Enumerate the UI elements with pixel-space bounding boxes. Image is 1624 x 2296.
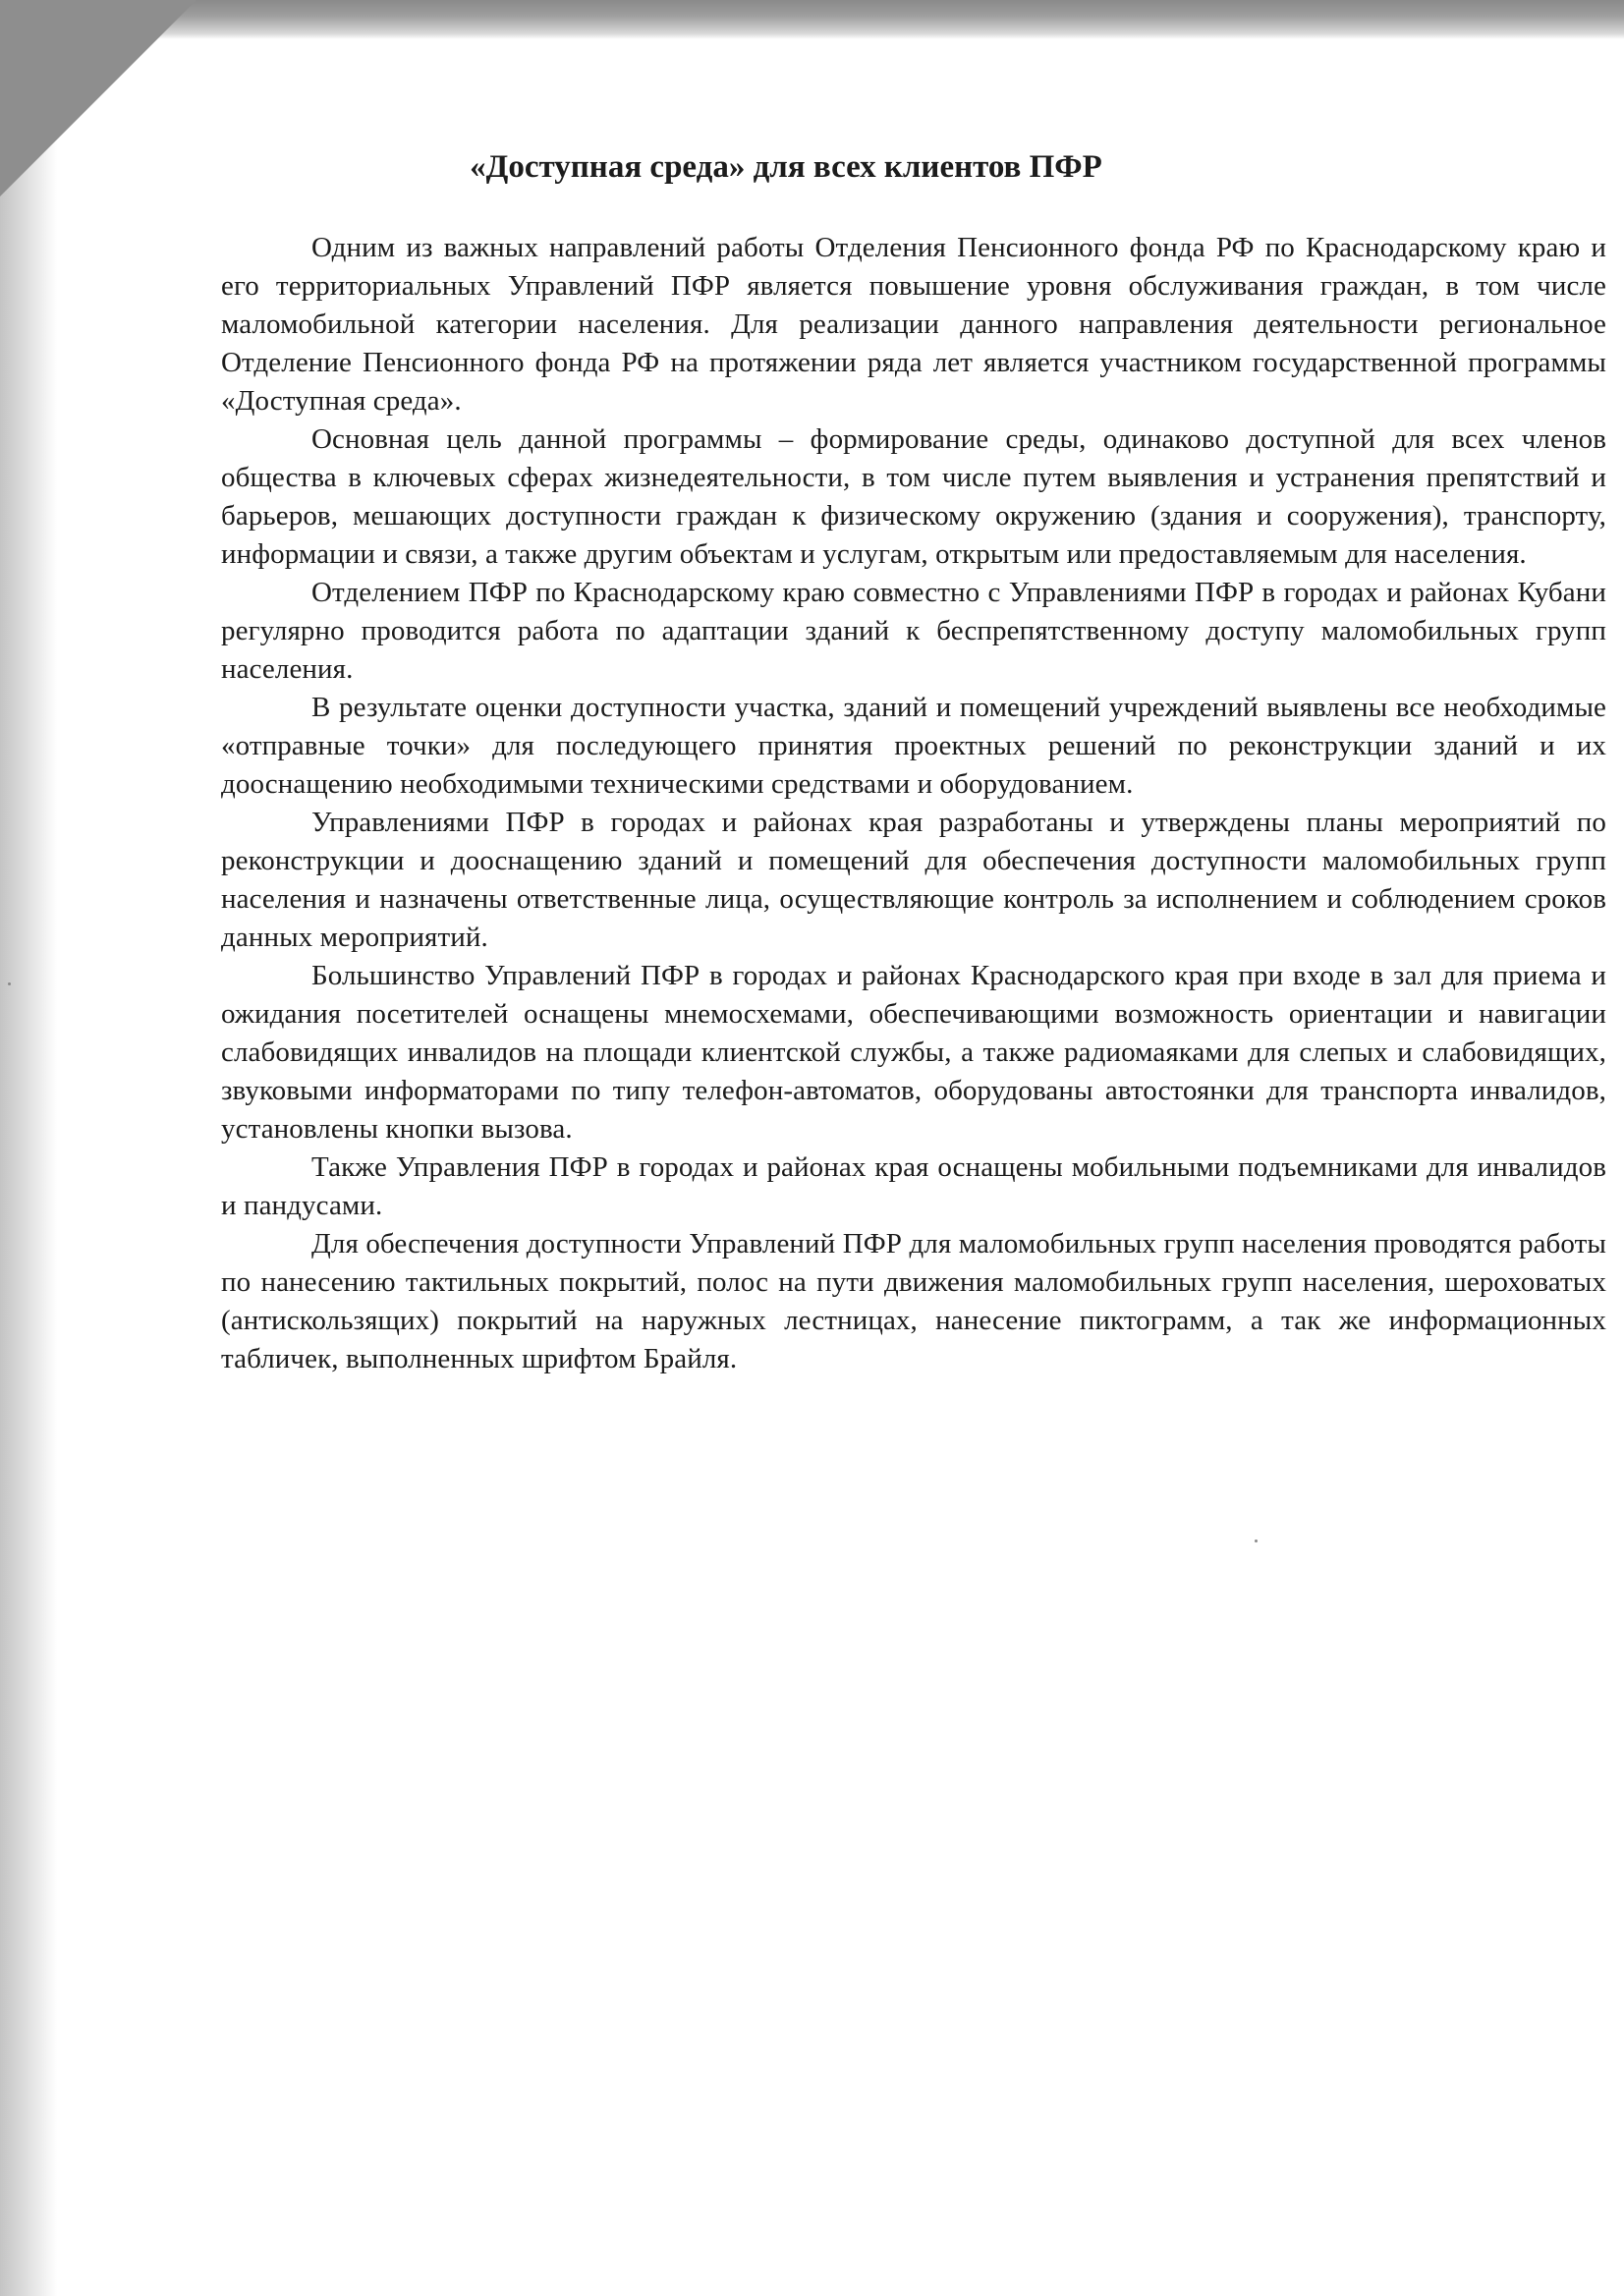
paragraph-3: Отделением ПФР по Краснодарскому краю совместно с Управлениями ПФР в городах и районах Кубани регулярно проводится работа по адаптации зданий к беспрепятственному доступу маломобильных групп населения. [221, 577, 1606, 685]
paragraph-1: Одним из важных направлений работы Отделения Пенсионного фонда РФ по Краснодарскому краю и его территориальных Управлений ПФР является повышение уровня обслуживания граждан, в том числе маломобильной категории населения. Для реализации данного направления деятельности региональное Отделение Пенсионного фонда РФ на протяжении ряда лет является участником государственной программы «Доступная среда». [221, 232, 1606, 417]
paragraph-8: Для обеспечения доступности Управлений ПФР для маломобильных групп населения проводятся работы по нанесению тактильных покрытий, полос на пути движения маломобильных групп населения, шероховатых (антискользящих) покрытий на наружных лестницах, нанесение пиктограмм, а так же информационных табличек, выполненных шрифтом Брайля. [221, 1228, 1606, 1374]
scan-speck [8, 982, 11, 985]
paragraph-4: В результате оценки доступности участка, зданий и помещений учреждений выявлены все необходимые «отправные точки» для последующего принятия проектных решений по реконструкции зданий и их дооснащению необходимыми техническими средствами и оборудованием. [221, 692, 1606, 800]
paragraph-6: Большинство Управлений ПФР в городах и районах Краснодарского края при входе в зал для приема и ожидания посетителей оснащены мнемосхемами, обеспечивающими возможность ориентации и навигации слабовидящих инвалидов на площади клиентской службы, а также радиомаяками для слепых и слабовидящих, звуковыми информаторами по типу телефон-автоматов, оборудованы автостоянки для транспорта инвалидов, установлены кнопки вызова. [221, 960, 1606, 1145]
paragraph-2: Основная цель данной программы – формирование среды, одинаково доступной для всех членов общества в ключевых сферах жизнедеятельности, в том числе путем выявления и устранения препятствий и барьеров, мешающих доступности граждан к физическому окружению (здания и сооружения), транспорту, информации и связи, а также другим объектам и услугам, открытым или предоставляемым для населения. [221, 423, 1606, 570]
scan-speck [1255, 1540, 1258, 1542]
document-body [221, 229, 1606, 1378]
paragraph-5: Управлениями ПФР в городах и районах края разработаны и утверждены планы мероприятий по реконструкции и дооснащению зданий и помещений для обеспечения доступности маломобильных групп населения и назначены ответственные лица, осуществляющие контроль за исполнением и соблюдением сроков данных мероприятий. [221, 807, 1606, 953]
document-title: «Доступная среда» для всех клиентов ПФР [470, 149, 1102, 185]
paragraph-7: Также Управления ПФР в городах и районах края оснащены мобильными подъемниками для инвалидов и пандусами. [221, 1151, 1606, 1221]
